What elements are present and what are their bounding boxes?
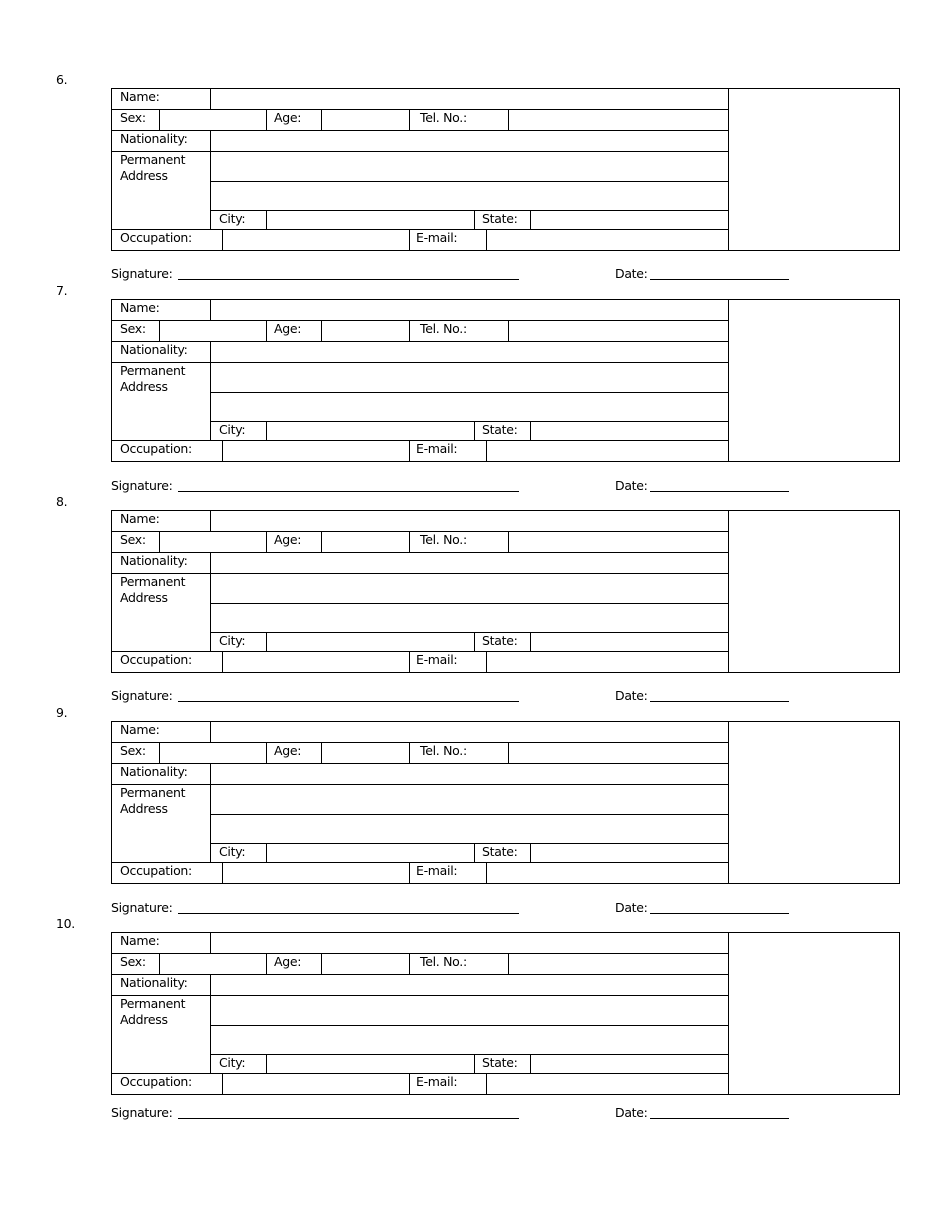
address-label-line2: Address (120, 801, 168, 816)
col-divider (409, 954, 410, 974)
state-label: State: (482, 844, 518, 859)
tel-field[interactable] (509, 110, 728, 130)
tel-label: Tel. No.: (420, 743, 467, 758)
signature-field[interactable] (178, 279, 519, 280)
address-label-line1: Permanent (120, 152, 186, 167)
col-divider (474, 421, 475, 440)
col-divider (409, 1073, 410, 1094)
signature-label: Signature: (111, 478, 173, 493)
address-label-line2: Address (120, 590, 168, 605)
city-field[interactable] (267, 844, 474, 862)
name-field[interactable] (211, 300, 728, 320)
col-divider (409, 229, 410, 250)
name-field[interactable] (211, 722, 728, 742)
sex-label: Sex: (120, 954, 146, 969)
name-label: Name: (120, 89, 160, 104)
entry-form (111, 299, 900, 462)
address-label-line1: Permanent (120, 785, 186, 800)
entry-form (111, 721, 900, 884)
nationality-field[interactable] (211, 975, 728, 995)
address-label-line2: Address (120, 379, 168, 394)
age-label: Age: (274, 321, 302, 336)
address-field-line1[interactable] (211, 152, 728, 181)
age-field[interactable] (322, 743, 409, 763)
state-label: State: (482, 422, 518, 437)
nationality-field[interactable] (211, 553, 728, 573)
age-label: Age: (274, 954, 302, 969)
state-label: State: (482, 211, 518, 226)
entry-number: 6. (56, 72, 68, 87)
email-label: E-mail: (416, 652, 458, 667)
photo-box (729, 933, 899, 1094)
col-divider (409, 110, 410, 130)
age-field[interactable] (322, 532, 409, 552)
address-field-line1[interactable] (211, 996, 728, 1025)
address-field-line2[interactable] (211, 815, 728, 843)
sex-label: Sex: (120, 321, 146, 336)
col-divider (266, 532, 267, 552)
entry-form (111, 932, 900, 1095)
age-label: Age: (274, 743, 302, 758)
address-field-line2[interactable] (211, 393, 728, 421)
city-label: City: (219, 633, 246, 648)
sex-field[interactable] (160, 954, 266, 974)
occupation-field[interactable] (223, 863, 409, 883)
photo-box (729, 511, 899, 672)
nationality-field[interactable] (211, 764, 728, 784)
sex-field[interactable] (160, 532, 266, 552)
date-field[interactable] (650, 279, 789, 280)
email-field[interactable] (487, 1074, 728, 1094)
col-divider (266, 743, 267, 763)
sex-field[interactable] (160, 321, 266, 341)
nationality-label: Nationality: (120, 975, 188, 990)
address-label-line1: Permanent (120, 363, 186, 378)
address-field-line1[interactable] (211, 574, 728, 603)
city-label: City: (219, 211, 246, 226)
tel-label: Tel. No.: (420, 532, 467, 547)
signature-label: Signature: (111, 1105, 173, 1120)
col-divider (474, 632, 475, 651)
name-label: Name: (120, 722, 160, 737)
name-label: Name: (120, 511, 160, 526)
nationality-label: Nationality: (120, 553, 188, 568)
tel-label: Tel. No.: (420, 954, 467, 969)
date-field[interactable] (650, 701, 789, 702)
date-field[interactable] (650, 1118, 789, 1119)
signature-line (111, 1105, 811, 1121)
signature-field[interactable] (178, 701, 519, 702)
name-field[interactable] (211, 511, 728, 531)
age-label: Age: (274, 532, 302, 547)
occupation-label: Occupation: (120, 652, 192, 667)
occupation-field[interactable] (223, 1074, 409, 1094)
state-field[interactable] (531, 633, 728, 651)
date-field[interactable] (650, 913, 789, 914)
address-label-line2: Address (120, 1012, 168, 1027)
entry-number: 10. (56, 916, 75, 931)
date-label: Date: (615, 1105, 648, 1120)
date-label: Date: (615, 478, 648, 493)
col-divider (474, 210, 475, 229)
signature-field[interactable] (178, 491, 519, 492)
address-label-line1: Permanent (120, 996, 186, 1011)
signature-field[interactable] (178, 913, 519, 914)
age-field[interactable] (322, 110, 409, 130)
occupation-label: Occupation: (120, 230, 192, 245)
signature-label: Signature: (111, 266, 173, 281)
sex-field[interactable] (160, 743, 266, 763)
city-field[interactable] (267, 633, 474, 651)
address-field-line2[interactable] (211, 1026, 728, 1054)
city-label: City: (219, 1055, 246, 1070)
address-field-line1[interactable] (211, 363, 728, 392)
col-divider (409, 743, 410, 763)
state-field[interactable] (531, 844, 728, 862)
address-label-line1: Permanent (120, 574, 186, 589)
nationality-label: Nationality: (120, 131, 188, 146)
entry-number: 9. (56, 705, 68, 720)
date-label: Date: (615, 266, 648, 281)
name-label: Name: (120, 933, 160, 948)
age-label: Age: (274, 110, 302, 125)
col-divider (266, 110, 267, 130)
city-field[interactable] (267, 422, 474, 440)
signature-line (111, 266, 811, 282)
occupation-label: Occupation: (120, 1074, 192, 1089)
signature-line (111, 900, 811, 916)
tel-field[interactable] (509, 954, 728, 974)
email-label: E-mail: (416, 1074, 458, 1089)
signature-line (111, 688, 811, 704)
col-divider (409, 651, 410, 672)
col-divider (266, 954, 267, 974)
email-field[interactable] (487, 441, 728, 461)
entry-number: 7. (56, 283, 68, 298)
sex-label: Sex: (120, 110, 146, 125)
tel-label: Tel. No.: (420, 110, 467, 125)
sex-label: Sex: (120, 743, 146, 758)
email-label: E-mail: (416, 441, 458, 456)
occupation-field[interactable] (223, 230, 409, 250)
email-field[interactable] (487, 230, 728, 250)
state-field[interactable] (531, 422, 728, 440)
state-field[interactable] (531, 1055, 728, 1073)
tel-field[interactable] (509, 321, 728, 341)
date-label: Date: (615, 688, 648, 703)
city-label: City: (219, 422, 246, 437)
col-divider (409, 532, 410, 552)
email-label: E-mail: (416, 230, 458, 245)
address-field-line1[interactable] (211, 785, 728, 814)
city-field[interactable] (267, 211, 474, 229)
age-field[interactable] (322, 954, 409, 974)
state-label: State: (482, 1055, 518, 1070)
date-label: Date: (615, 900, 648, 915)
age-field[interactable] (322, 321, 409, 341)
entry-form (111, 88, 900, 251)
occupation-field[interactable] (223, 441, 409, 461)
city-field[interactable] (267, 1055, 474, 1073)
tel-field[interactable] (509, 532, 728, 552)
address-field-line2[interactable] (211, 604, 728, 632)
name-field[interactable] (211, 933, 728, 953)
tel-label: Tel. No.: (420, 321, 467, 336)
state-field[interactable] (531, 211, 728, 229)
signature-label: Signature: (111, 688, 173, 703)
col-divider (409, 440, 410, 461)
col-divider (409, 862, 410, 883)
email-label: E-mail: (416, 863, 458, 878)
entry-number: 8. (56, 494, 68, 509)
name-field[interactable] (211, 89, 728, 109)
nationality-label: Nationality: (120, 764, 188, 779)
address-field-line2[interactable] (211, 182, 728, 210)
city-label: City: (219, 844, 246, 859)
photo-box (729, 89, 899, 250)
photo-box (729, 722, 899, 883)
photo-box (729, 300, 899, 461)
col-divider (266, 321, 267, 341)
col-divider (409, 321, 410, 341)
nationality-field[interactable] (211, 131, 728, 151)
sex-label: Sex: (120, 532, 146, 547)
occupation-label: Occupation: (120, 441, 192, 456)
address-label-line2: Address (120, 168, 168, 183)
state-label: State: (482, 633, 518, 648)
entry-form (111, 510, 900, 673)
name-label: Name: (120, 300, 160, 315)
email-field[interactable] (487, 863, 728, 883)
sex-field[interactable] (160, 110, 266, 130)
signature-field[interactable] (178, 1118, 519, 1119)
date-field[interactable] (650, 491, 789, 492)
nationality-label: Nationality: (120, 342, 188, 357)
col-divider (474, 843, 475, 862)
col-divider (474, 1054, 475, 1073)
occupation-label: Occupation: (120, 863, 192, 878)
tel-field[interactable] (509, 743, 728, 763)
email-field[interactable] (487, 652, 728, 672)
nationality-field[interactable] (211, 342, 728, 362)
occupation-field[interactable] (223, 652, 409, 672)
signature-label: Signature: (111, 900, 173, 915)
signature-line (111, 478, 811, 494)
